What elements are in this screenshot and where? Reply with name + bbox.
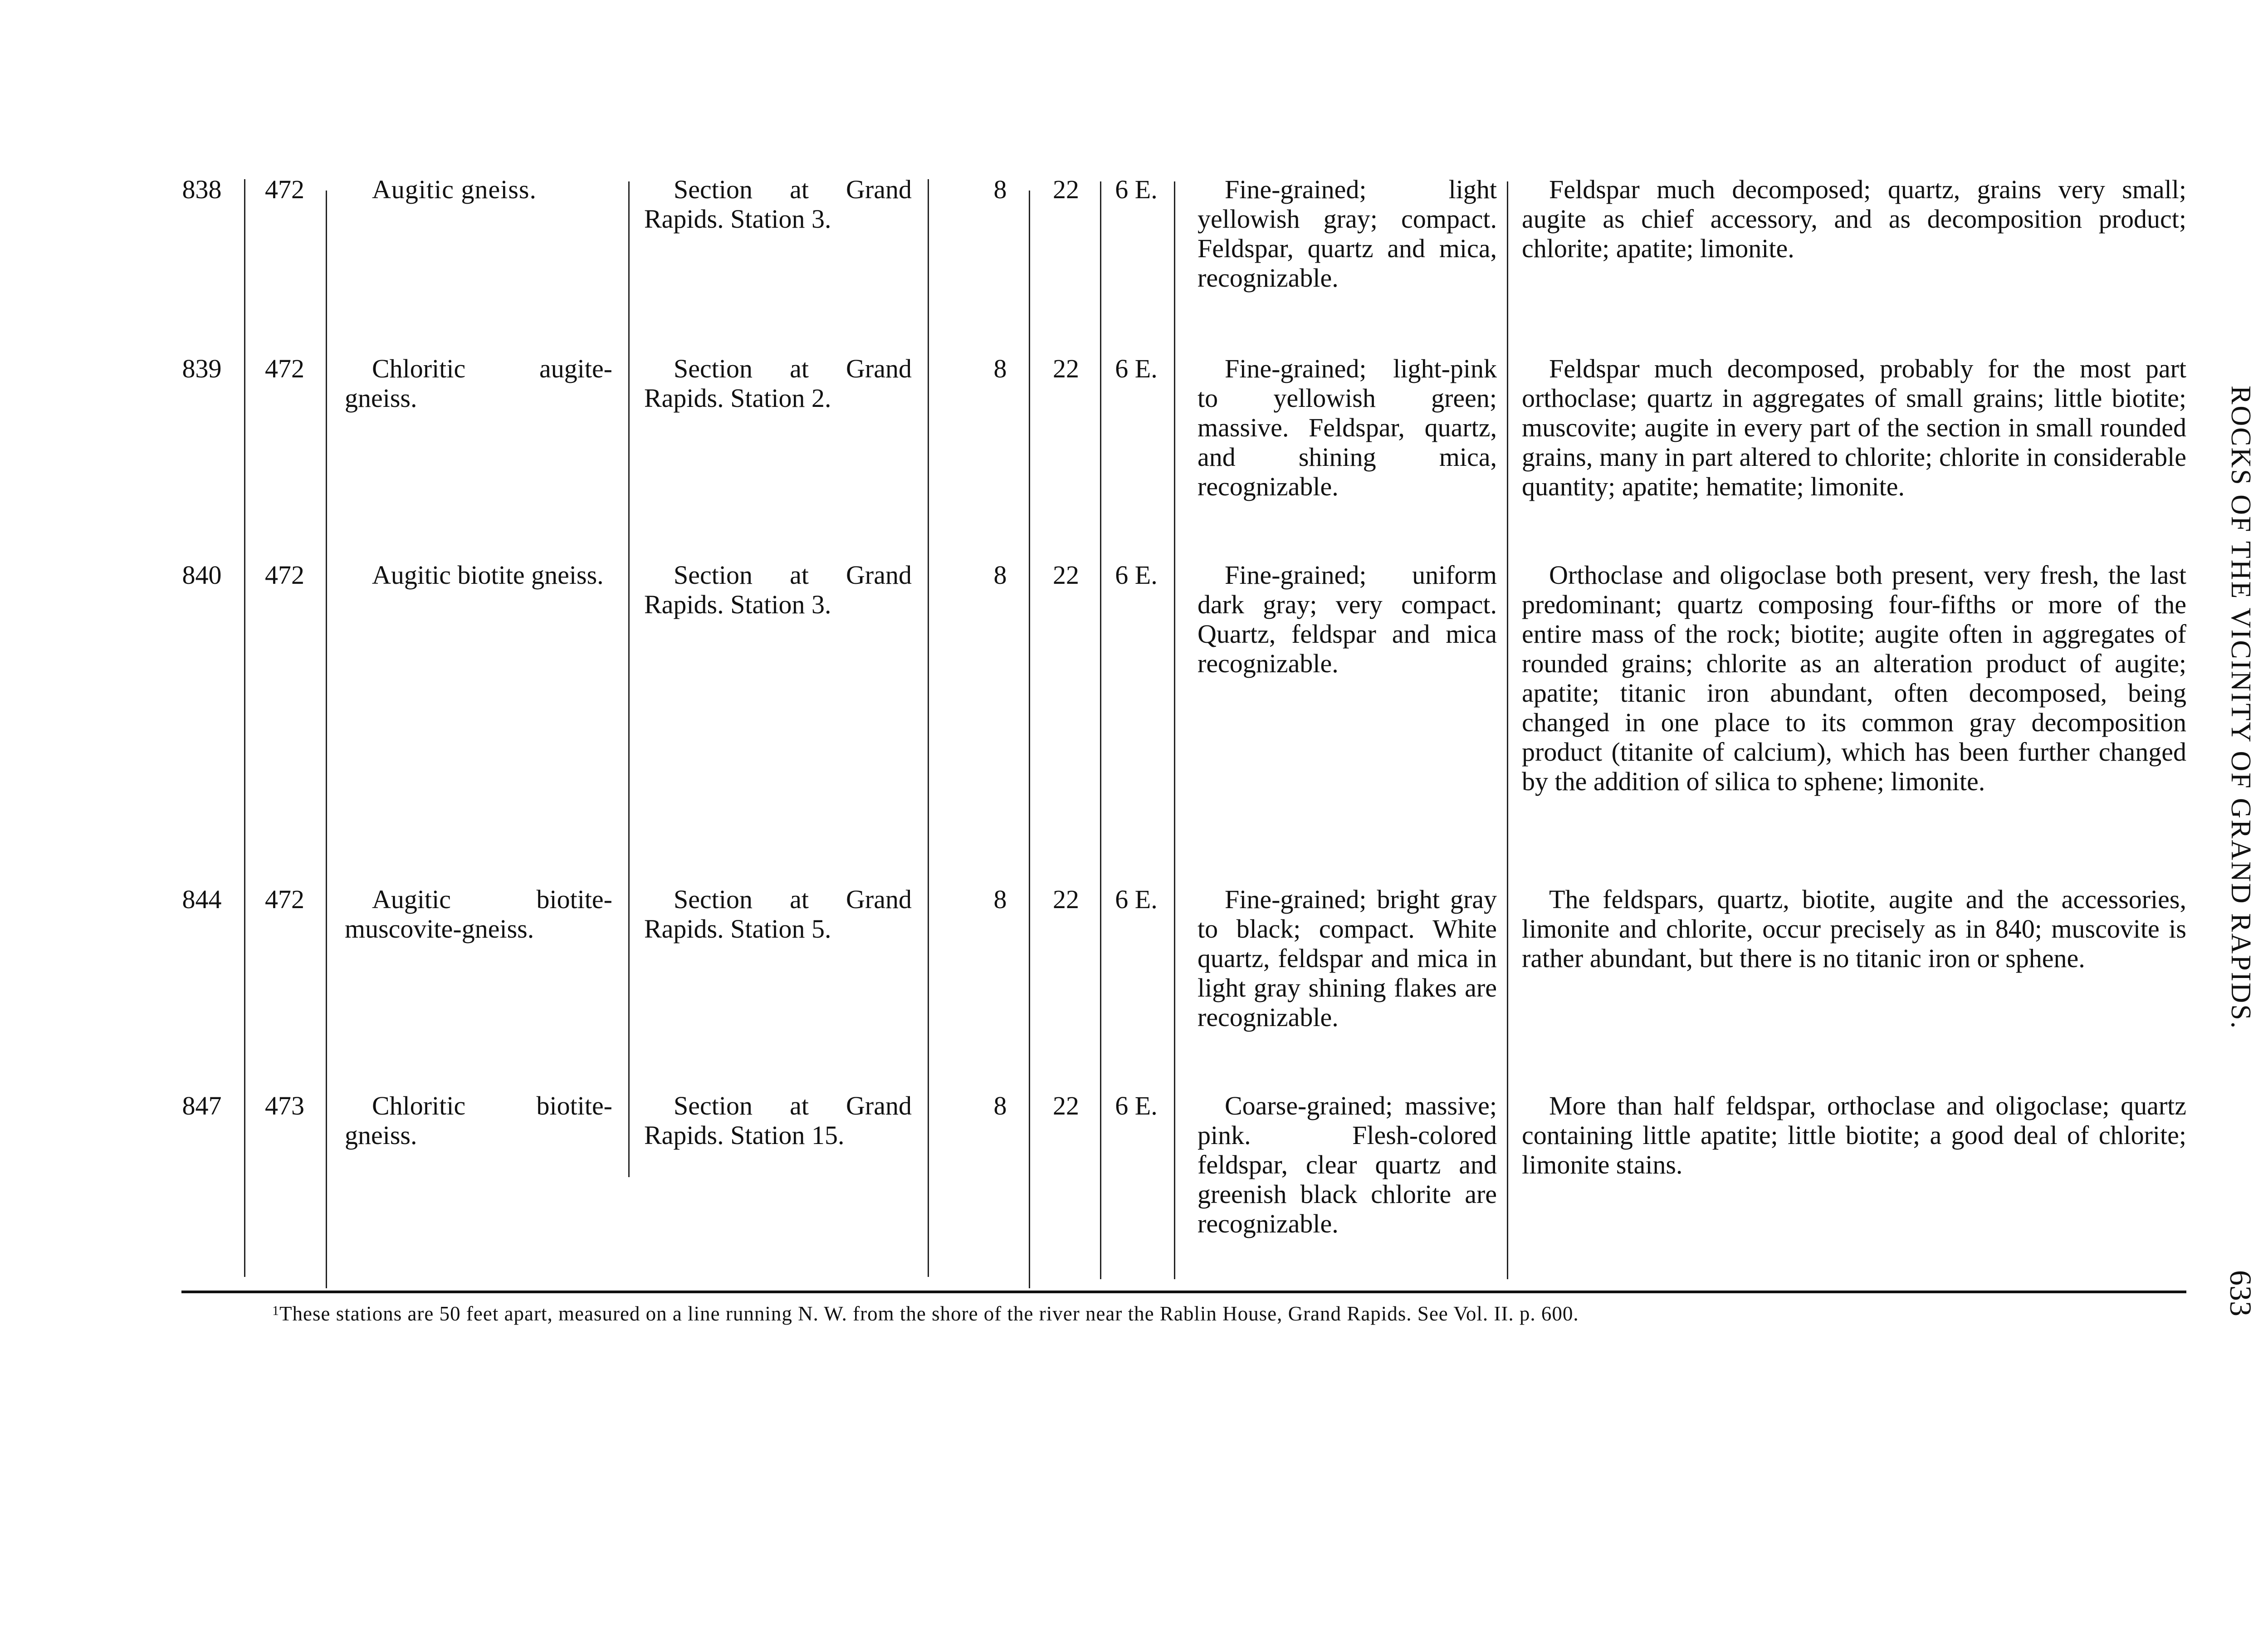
footnote-marker: 1 <box>272 1303 279 1318</box>
footnote-rule <box>181 1291 2186 1293</box>
township: 22 <box>1053 1091 1079 1120</box>
range: 6 E. <box>1115 885 1158 914</box>
slide-number: 472 <box>265 560 304 590</box>
rock-name: Augitic biotite-muscovite-gneiss. <box>345 885 612 944</box>
locality: Section at Grand Rapids. Station 2. <box>644 354 912 413</box>
township: 22 <box>1053 560 1079 590</box>
section: 8 <box>993 885 1007 914</box>
range: 6 E. <box>1115 175 1158 204</box>
locality: Section at Grand Rapids. Station 3. <box>644 175 912 234</box>
township: 22 <box>1053 885 1079 914</box>
slide-number: 472 <box>265 175 304 204</box>
footnote <box>272 1298 2177 1326</box>
running-head: ROCKS OF THE VICINITY OF GRAND RAPIDS. <box>2225 386 2256 1030</box>
section: 8 <box>993 1091 1007 1120</box>
rock-name: Augitic gneiss. <box>372 175 537 204</box>
range: 6 E. <box>1115 560 1158 590</box>
slide-number: 472 <box>265 885 304 914</box>
township: 22 <box>1053 175 1079 204</box>
rock-name: Augitic biotite gneiss. <box>372 560 604 590</box>
rock-name: Chloritic biotite-gneiss. <box>345 1091 612 1150</box>
specimen-number: 847 <box>182 1091 222 1120</box>
specimen-number: 839 <box>182 354 222 383</box>
page-number: 633 <box>2224 1270 2258 1316</box>
range: 6 E. <box>1115 1091 1158 1120</box>
locality: Section at Grand Rapids. Station 3. <box>644 560 912 619</box>
description: Fine-grained; bright gray to black; compact. White quartz, feldspar and mica in light gray shining flakes are recognizable. <box>1198 885 1497 1032</box>
description: Coarse-grained; massive; pink. Flesh-colored feldspar, clear quartz and greenish black chlorite are recognizable. <box>1198 1091 1497 1238</box>
specimen-number: 838 <box>182 175 222 204</box>
microscopic-notes: The feldspars, quartz, biotite, augite and the accessories, limonite and chlorite, occur precisely as in 840; muscovite is rather abundant, but there is no titanic iron or sphene. <box>1522 885 2186 973</box>
column-rule <box>1174 181 1175 1279</box>
section: 8 <box>993 560 1007 590</box>
description: Fine-grained; light yellowish gray; compact. Feldspar, quartz and mica, recognizable. <box>1198 175 1497 293</box>
microscopic-notes: Orthoclase and oligoclase both present, very fresh, the last predominant; quartz composing four-fifths or more of the entire mass of the rock; biotite; augite often in aggregates of rounded grains; chlorite as an alteration product of augite; apatite; titanic iron abundant, often decomposed, being changed in one place to its common gray decomposition product (titanite of calcium), which has been further changed by the addition of silica to sphene; limonite. <box>1522 560 2186 796</box>
range: 6 E. <box>1115 354 1158 383</box>
slide-number: 472 <box>265 354 304 383</box>
description: Fine-grained; uniform dark gray; very compact. Quartz, feldspar and mica recognizable. <box>1198 560 1497 678</box>
footnote-text: These stations are 50 feet apart, measured on a line running N. W. from the shore of the river near the Rablin House, Grand Rapids. See Vol. II. p. 600. <box>279 1302 1579 1325</box>
column-rule <box>1100 181 1101 1279</box>
section: 8 <box>993 354 1007 383</box>
locality: Section at Grand Rapids. Station 5. <box>644 885 912 944</box>
slide-number: 473 <box>265 1091 304 1120</box>
specimen-number: 844 <box>182 885 222 914</box>
specimen-number: 840 <box>182 560 222 590</box>
column-rule <box>1029 191 1030 1288</box>
township: 22 <box>1053 354 1079 383</box>
description: Fine-grained; light-pink to yellowish green; massive. Feldspar, quartz, and shining mica, recognizable. <box>1198 354 1497 501</box>
column-rule <box>1507 181 1508 1279</box>
microscopic-notes: More than half feldspar, orthoclase and oligoclase; quartz containing little apatite; little biotite; a good deal of chlorite; limonite stains. <box>1522 1091 2186 1179</box>
microscopic-notes: Feldspar much decomposed; quartz, grains very small; augite as chief accessory, and as decomposition product; chlorite; apatite; limonite. <box>1522 175 2186 263</box>
column-rule <box>326 191 327 1288</box>
column-rule <box>628 181 630 1177</box>
rock-name: Chloritic augite-gneiss. <box>345 354 612 413</box>
column-rule <box>928 179 929 1277</box>
section: 8 <box>993 175 1007 204</box>
microscopic-notes: Feldspar much decomposed, probably for the most part orthoclase; quartz in aggregates of small grains; little biotite; muscovite; augite in every part of the section in small rounded grains, many in part altered to chlorite; chlorite in considerable quantity; apatite; hematite; limonite. <box>1522 354 2186 501</box>
locality: Section at Grand Rapids. Station 15. <box>644 1091 912 1150</box>
column-rule <box>244 179 245 1277</box>
